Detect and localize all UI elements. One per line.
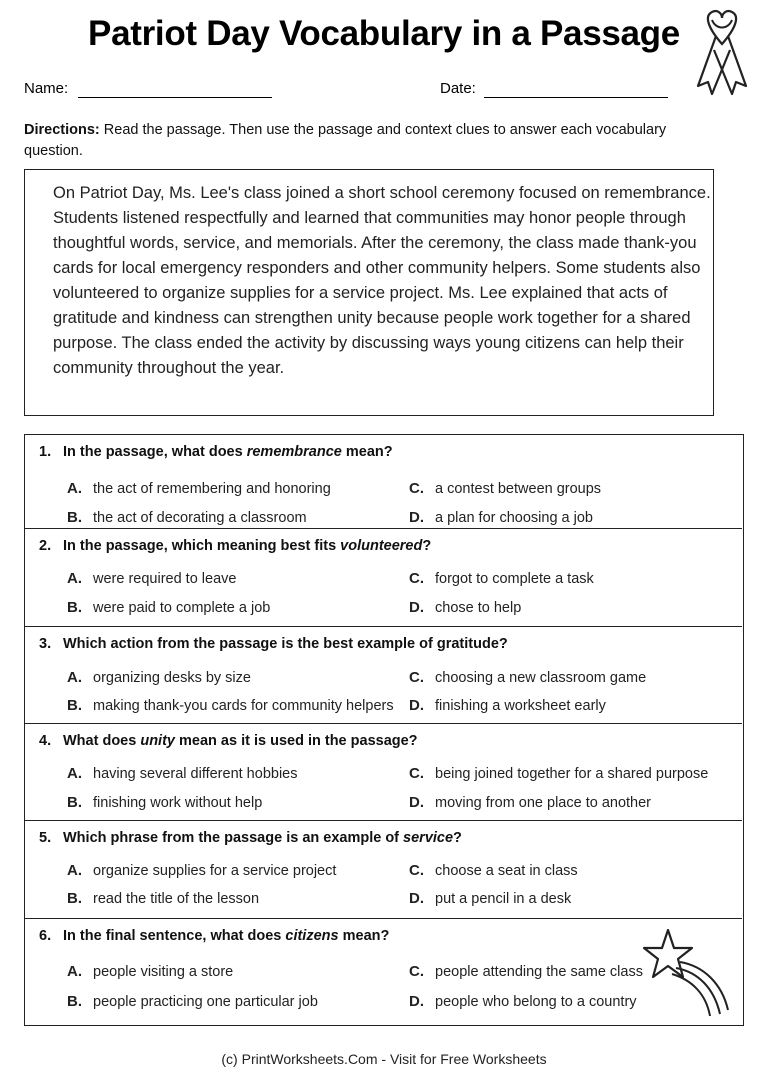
option-letter: D. bbox=[409, 697, 424, 714]
answer-option-c[interactable] bbox=[409, 862, 578, 879]
option-letter: A. bbox=[67, 570, 82, 587]
question-vocab-word: service bbox=[403, 830, 454, 846]
answer-option-b[interactable] bbox=[67, 993, 318, 1010]
option-letter: A. bbox=[67, 862, 82, 879]
answer-option-c[interactable] bbox=[409, 765, 708, 782]
question-text: What does bbox=[63, 733, 141, 749]
answer-option-a[interactable] bbox=[67, 765, 297, 782]
question-1 bbox=[25, 435, 742, 528]
question-stem bbox=[39, 636, 508, 652]
option-letter: D. bbox=[409, 794, 424, 811]
question-text-end: ? bbox=[422, 538, 432, 554]
option-text: having several different hobbies bbox=[93, 766, 298, 782]
question-5 bbox=[25, 820, 742, 918]
question-stem bbox=[39, 733, 418, 749]
answer-option-d[interactable] bbox=[409, 890, 571, 907]
question-text-end: mean? bbox=[341, 444, 393, 460]
option-letter: A. bbox=[67, 480, 82, 497]
question-text: In the passage, which meaning best fits bbox=[63, 538, 341, 554]
option-letter: C. bbox=[409, 963, 424, 980]
option-text: choosing a new classroom game bbox=[435, 670, 647, 686]
directions bbox=[24, 120, 724, 162]
option-letter: B. bbox=[67, 599, 82, 616]
name-label: Name: bbox=[24, 80, 69, 97]
question-stem bbox=[39, 928, 389, 944]
question-text: Which phrase from the passage is an example of bbox=[63, 830, 404, 846]
questions-section bbox=[24, 434, 744, 1026]
question-number: 6. bbox=[39, 928, 52, 944]
option-text: chose to help bbox=[435, 600, 522, 616]
answer-option-a[interactable] bbox=[67, 669, 251, 686]
answer-option-b[interactable] bbox=[67, 697, 394, 714]
answer-option-d[interactable] bbox=[409, 509, 593, 526]
option-text: moving from one place to another bbox=[435, 795, 652, 811]
date-label: Date: bbox=[440, 80, 476, 97]
option-letter: C. bbox=[409, 862, 424, 879]
question-3 bbox=[25, 626, 742, 723]
option-text: a contest between groups bbox=[435, 481, 602, 497]
option-letter: A. bbox=[67, 963, 82, 980]
option-text: people practicing one particular job bbox=[93, 994, 318, 1010]
answer-option-b[interactable] bbox=[67, 599, 270, 616]
option-text: finishing work without help bbox=[93, 795, 263, 811]
option-letter: B. bbox=[67, 509, 82, 526]
question-text-end: mean as it is used in the passage? bbox=[174, 733, 418, 749]
option-text: making thank-you cards for community helpers bbox=[93, 698, 394, 714]
option-text: read the title of the lesson bbox=[93, 891, 260, 907]
answer-option-b[interactable] bbox=[67, 794, 262, 811]
question-text-end: mean? bbox=[338, 928, 390, 944]
option-letter: C. bbox=[409, 480, 424, 497]
option-text: people attending the same class bbox=[435, 964, 643, 980]
option-letter: A. bbox=[67, 669, 82, 686]
answer-option-a[interactable] bbox=[67, 570, 236, 587]
option-letter: D. bbox=[409, 993, 424, 1010]
option-text: the act of remembering and honoring bbox=[93, 481, 331, 497]
option-text: put a pencil in a desk bbox=[435, 891, 572, 907]
question-vocab-word: volunteered bbox=[340, 538, 423, 554]
answer-option-a[interactable] bbox=[67, 862, 336, 879]
question-vocab-word: unity bbox=[140, 733, 175, 749]
option-letter: B. bbox=[67, 890, 82, 907]
option-letter: C. bbox=[409, 570, 424, 587]
question-stem bbox=[39, 444, 393, 460]
question-2 bbox=[25, 528, 742, 626]
date-field[interactable] bbox=[484, 97, 668, 98]
option-text: a plan for choosing a job bbox=[435, 510, 593, 526]
question-text: In the final sentence, what does bbox=[63, 928, 286, 944]
question-stem bbox=[39, 830, 462, 846]
answer-option-c[interactable] bbox=[409, 963, 643, 980]
question-text: In the passage, what does bbox=[63, 444, 247, 460]
question-number: 2. bbox=[39, 538, 52, 554]
worksheet-title: Patriot Day Vocabulary in a Passage bbox=[88, 14, 680, 53]
answer-option-d[interactable] bbox=[409, 993, 637, 1010]
question-number: 1. bbox=[39, 444, 52, 460]
option-letter: D. bbox=[409, 509, 424, 526]
option-letter: B. bbox=[67, 993, 82, 1010]
option-text: were required to leave bbox=[93, 571, 237, 587]
question-vocab-word: remembrance bbox=[246, 444, 342, 460]
answer-option-d[interactable] bbox=[409, 697, 606, 714]
answer-option-c[interactable] bbox=[409, 570, 594, 587]
option-letter: A. bbox=[67, 765, 82, 782]
option-text: people who belong to a country bbox=[435, 994, 637, 1010]
option-text: people visiting a store bbox=[93, 964, 234, 980]
answer-option-d[interactable] bbox=[409, 599, 521, 616]
answer-option-b[interactable] bbox=[67, 890, 259, 907]
option-letter: C. bbox=[409, 669, 424, 686]
passage-text: On Patriot Day, Ms. Lee's class joined a short school ceremony focused on remembrance. Students listened respectfully and learned that communities may honor people through thoughtful words, service, and memorials. After the ceremony, the class made thank-you cards for local emergency responders and other community helpers. Some students also volunteered to organize supplies for a service project. Ms. Lee explained that acts of gratitude and kindness can strengthen unity because people work together for a shared purpose. The class ended the activity by discussing ways young citizens can help their community throughout the year. bbox=[53, 184, 711, 377]
question-number: 3. bbox=[39, 636, 52, 652]
answer-option-d[interactable] bbox=[409, 794, 651, 811]
option-letter: D. bbox=[409, 890, 424, 907]
question-4 bbox=[25, 723, 742, 820]
shooting-star-icon bbox=[640, 928, 730, 1018]
answer-option-c[interactable] bbox=[409, 480, 601, 497]
option-text: the act of decorating a classroom bbox=[93, 510, 307, 526]
question-number: 4. bbox=[39, 733, 52, 749]
answer-option-a[interactable] bbox=[67, 480, 331, 497]
option-text: finishing a worksheet early bbox=[435, 698, 606, 714]
directions-text: Read the passage. Then use the passage and context clues to answer each vocabulary question. bbox=[24, 122, 667, 159]
option-text: were paid to complete a job bbox=[93, 600, 271, 616]
name-field[interactable] bbox=[78, 97, 272, 98]
question-text: Which action from the passage is the best example of gratitude? bbox=[63, 636, 508, 652]
option-letter: B. bbox=[67, 697, 82, 714]
question-6 bbox=[25, 918, 742, 1024]
option-letter: B. bbox=[67, 794, 82, 811]
footer-text: (c) PrintWorksheets.Com - Visit for Free Worksheets bbox=[221, 1051, 547, 1067]
option-text: organize supplies for a service project bbox=[93, 863, 337, 879]
directions-label: Directions: bbox=[24, 122, 100, 138]
option-text: being joined together for a shared purpose bbox=[435, 766, 709, 782]
answer-option-b[interactable] bbox=[67, 509, 307, 526]
question-stem bbox=[39, 538, 431, 554]
option-letter: C. bbox=[409, 765, 424, 782]
question-number: 5. bbox=[39, 830, 52, 846]
answer-option-a[interactable] bbox=[67, 963, 233, 980]
option-text: organizing desks by size bbox=[93, 670, 251, 686]
awareness-ribbon-icon bbox=[690, 6, 754, 102]
question-vocab-word: citizens bbox=[285, 928, 339, 944]
option-text: forgot to complete a task bbox=[435, 571, 594, 587]
option-letter: D. bbox=[409, 599, 424, 616]
answer-option-c[interactable] bbox=[409, 669, 646, 686]
question-text-end: ? bbox=[453, 830, 462, 846]
option-text: choose a seat in class bbox=[435, 863, 578, 879]
